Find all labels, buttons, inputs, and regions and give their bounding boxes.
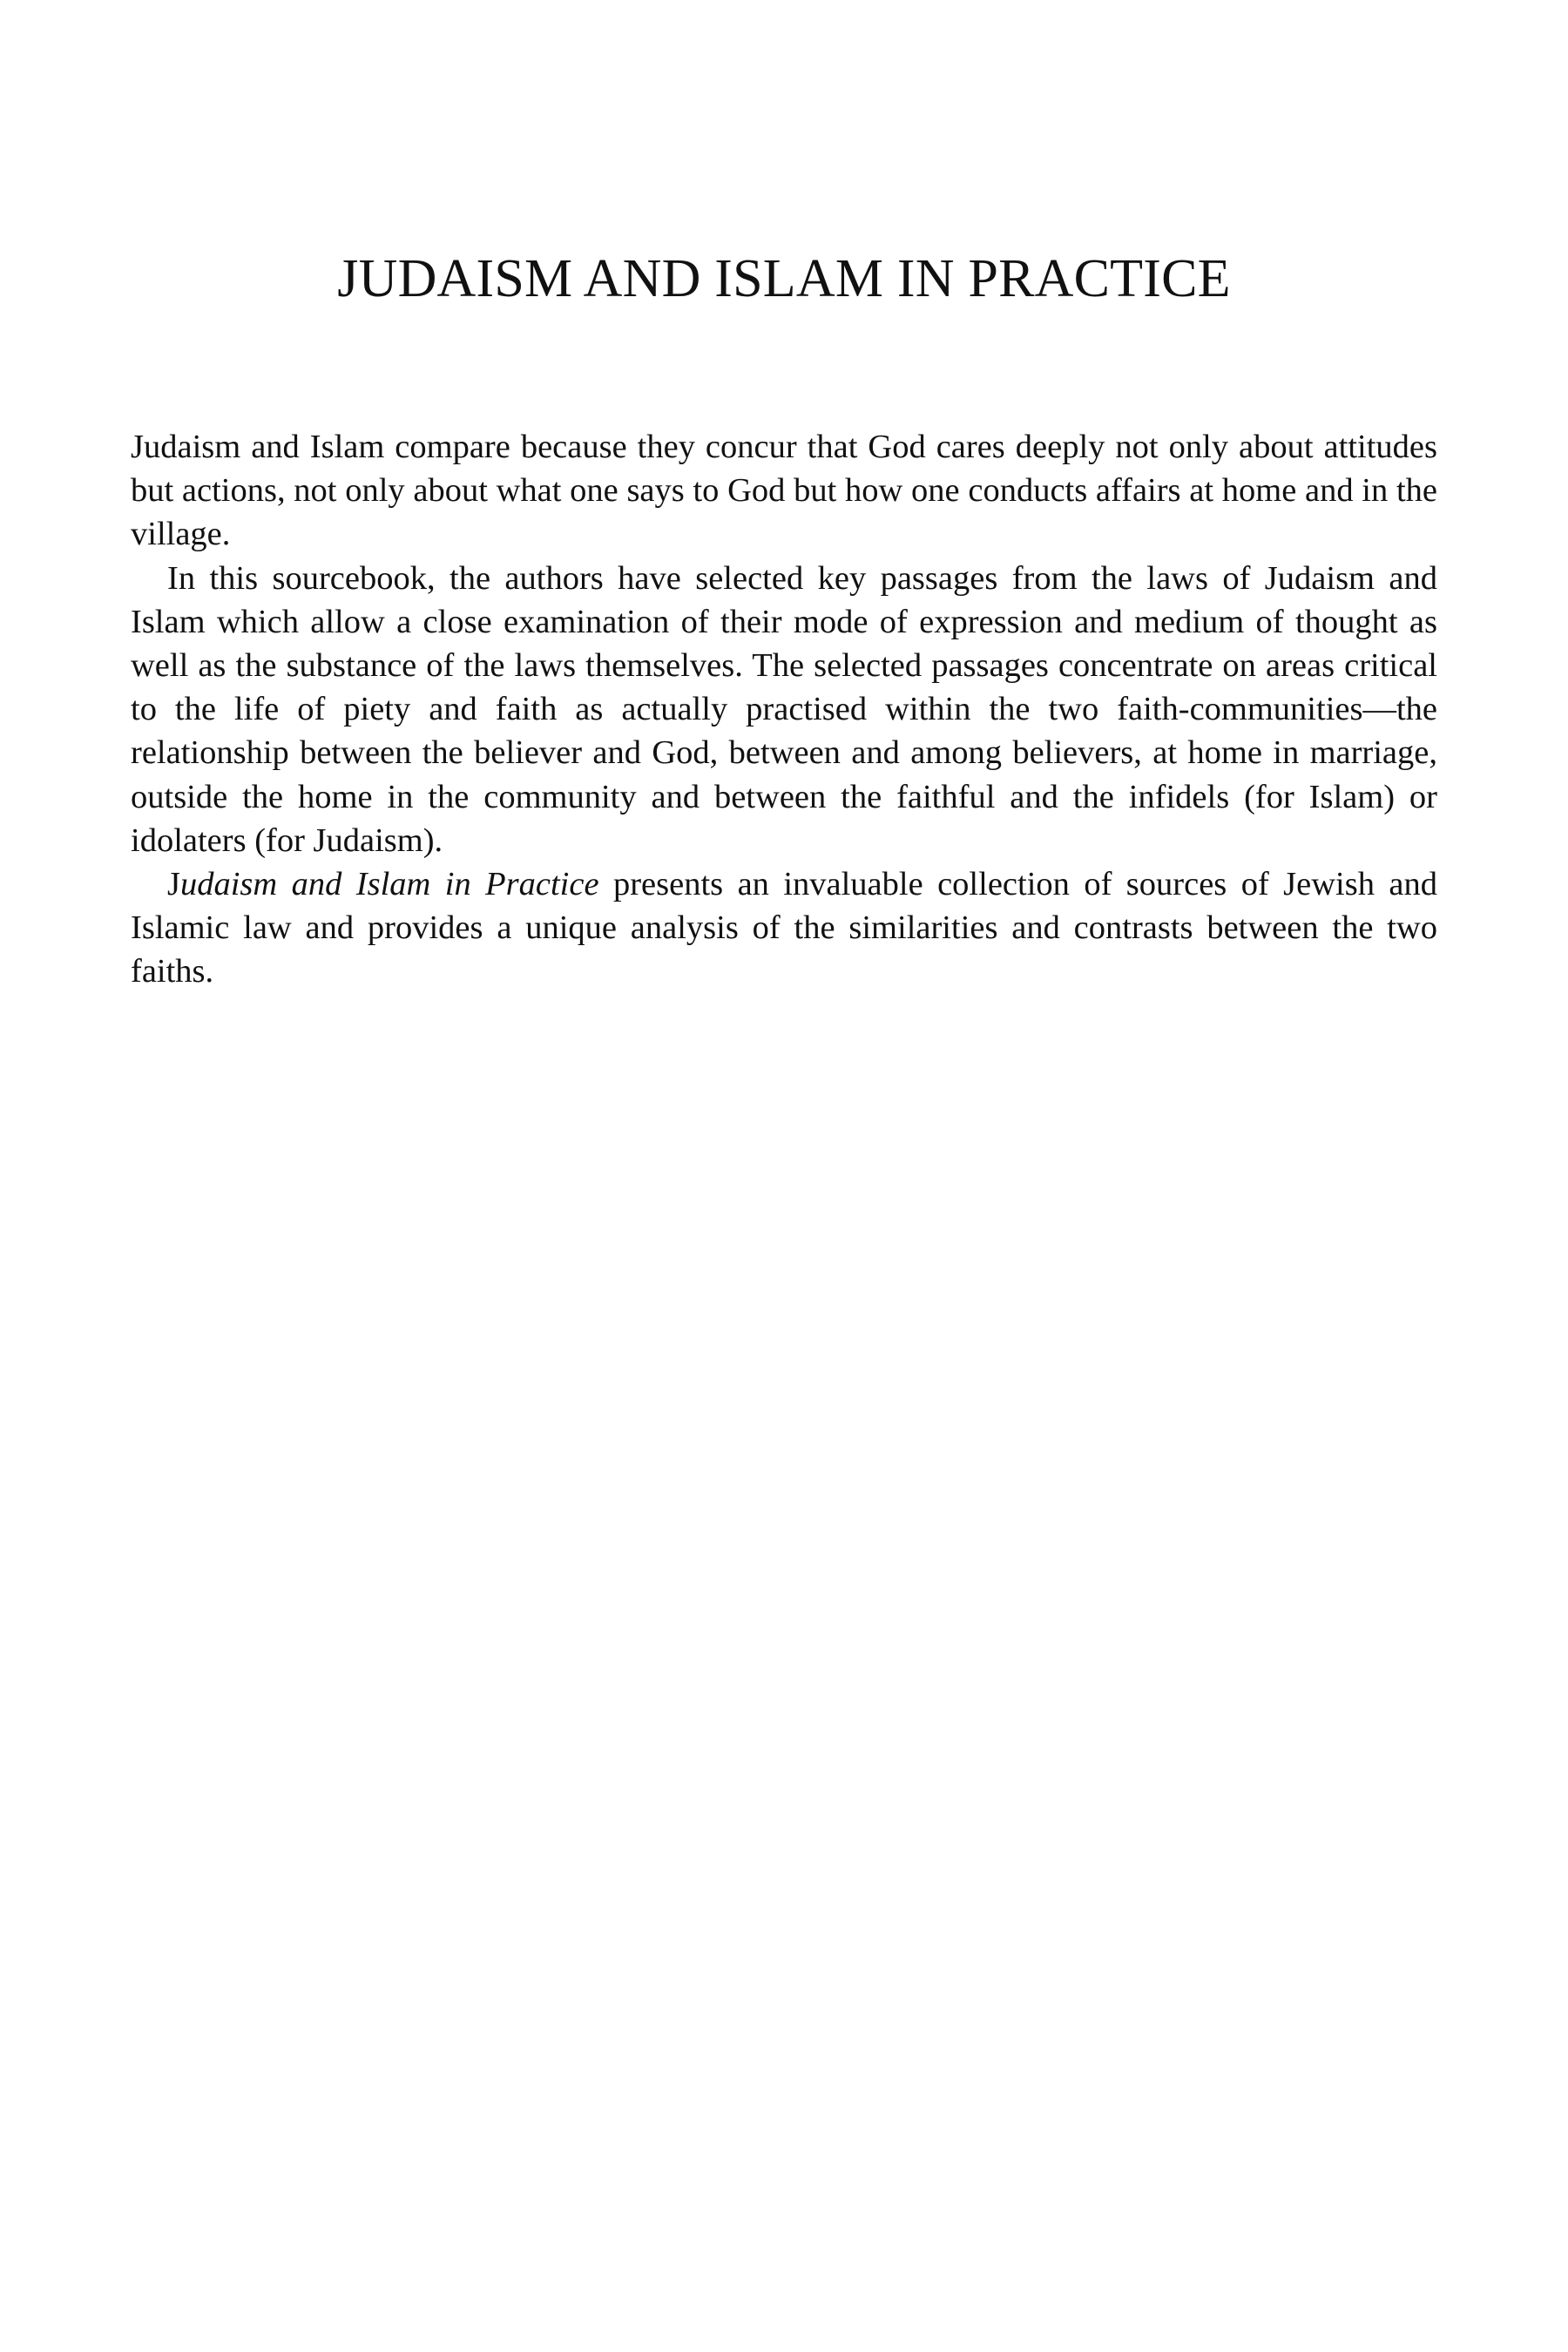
paragraph-3-rest: presents an invaluable collection of sources of Jewish and Islamic law and provides a unique analysis of the similarities and contrasts between the two faiths. [131,866,1437,990]
paragraph-3-lead: J [167,866,180,903]
paragraph-3 [131,862,1437,994]
blurb-text [131,425,1437,994]
paragraph-2: In this sourcebook, the authors have selected key passages from the laws of Judaism and Islam which allow a close examination of their mode of expression and medium of thought as well as the substance of the laws themselves. The selected passages concentrate on areas critical to the life of piety and faith as actually practised within the two faith-communities—the relationship between the believer and God, between and among believers, at home in marriage, outside the home in the community and between the faithful and the infidels (for Islam) or idolaters (for Judaism). [131,559,1437,859]
paragraph-1: Judaism and Islam compare because they concur that God cares deeply not only about attitudes but actions, not only about what one says to God but how one conducts affairs at home and in the village. [131,429,1437,553]
page-title: JUDAISM AND ISLAM IN PRACTICE [337,249,1231,308]
book-title-italic: udaism and Islam in Practice [179,866,599,903]
